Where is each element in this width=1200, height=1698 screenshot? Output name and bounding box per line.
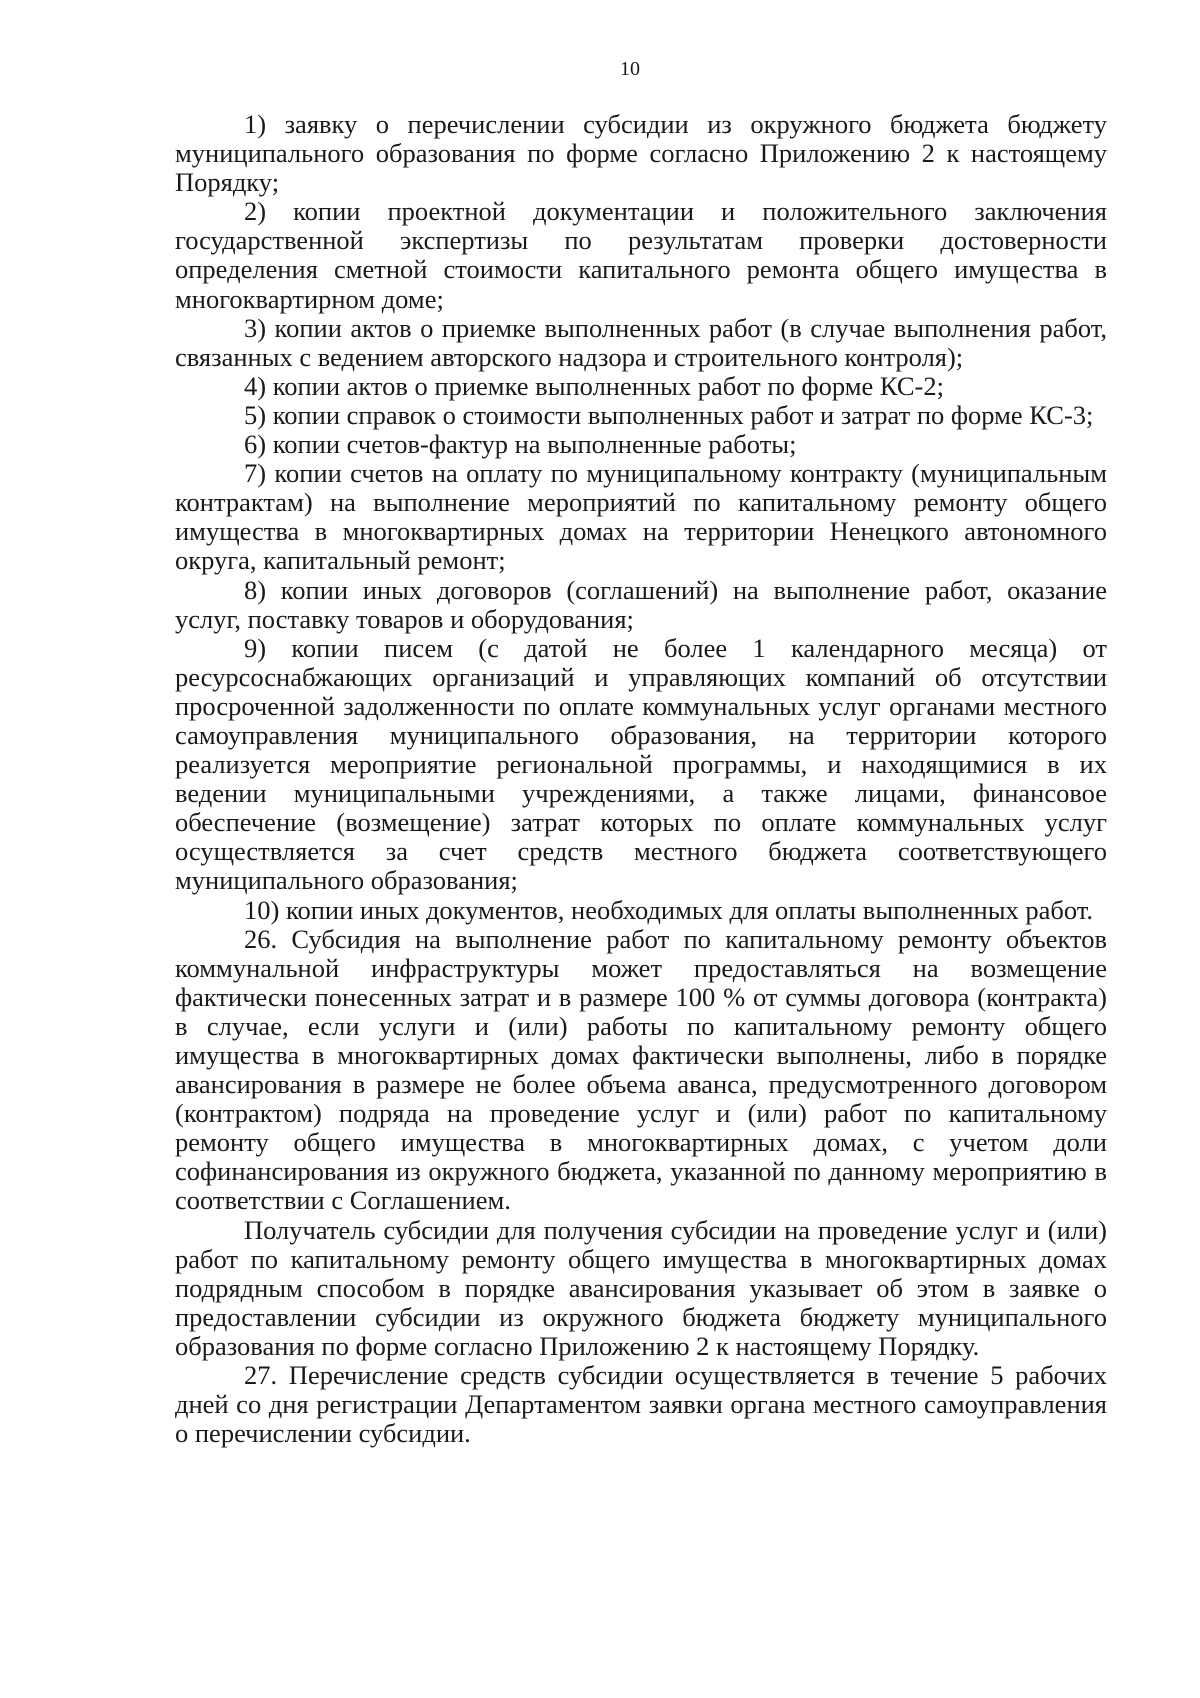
list-item-3: 3) копии актов о приемке выполненных работ (в случае выполнения работ, связанных с ведением авторского надзора и строительного контроля); — [175, 312, 1107, 372]
list-item-2: 2) копии проектной документации и положительного заключения государственной экспертизы по результатам проверки достоверности определения сметной стоимости капитального ремонта общего имущества в многоквартирном доме; — [175, 196, 1107, 314]
list-item-6: 6) копии счетов-фактур на выполненные работы; — [244, 429, 797, 460]
list-item-7: 7) копии счетов на оплату по муниципальному контракту (муниципальным контрактам) на выполнение мероприятий по капитальному ремонту общего имущества в многоквартирных домах на территории Ненецкого автономного округа, капитальный ремонт; — [175, 458, 1107, 576]
list-item-5: 5) копии справок о стоимости выполненных работ и затрат по форме КС-3; — [244, 399, 1094, 430]
page-number: 10 — [620, 58, 640, 80]
clause-27: 27. Перечисление средств субсидии осуществляется в течение 5 рабочих дней со дня регистрации Департаментом заявки органа местного самоуправления о перечислении субсидии. — [175, 1360, 1107, 1449]
clause-26-recipient-paragraph: Получатель субсидии для получения субсидии на проведение услуг и (или) работ по капитальному ремонту общего имущества в многоквартирных домах подрядным способом в порядке авансирования указывает об этом в заявке о предоставлении субсидии из окружного бюджета бюджету муниципального образования по форме согласно Приложению 2 к настоящему Порядку. — [175, 1214, 1107, 1361]
list-item-4: 4) копии актов о приемке выполненных работ по форме КС-2; — [244, 370, 944, 401]
list-item-10: 10) копии иных документов, необходимых для оплаты выполненных работ. — [244, 894, 1094, 925]
list-item-9: 9) копии писем (с датой не более 1 календарного месяца) от ресурсоснабжающих организаций и управляющих компаний об отсутствии просроченной задолженности по оплате коммунальных услуг органами местного самоуправления муниципального образования, на территории которого реализуется мероприятие региональной программы, и находящимися в их ведении муниципальными учреждениями, а также лицами, финансовое обеспечение (возмещение) затрат которых по оплате коммунальных услуг осуществляется за счет средств местного бюджета соответствующего муниципального образования; — [175, 632, 1107, 896]
list-item-1: 1) заявку о перечислении субсидии из окружного бюджета бюджету муниципального образования по форме согласно Приложению 2 к настоящему Порядку; — [175, 109, 1107, 198]
document-body — [175, 110, 1107, 1448]
clause-26: 26. Субсидия на выполнение работ по капитальному ремонту объектов коммунальной инфраструктуры может предоставляться на возмещение фактически понесенных затрат и в размере 100 % от суммы договора (контракта) в случае, если услуги и (или) работы по капитальному ремонту общего имущества в многоквартирных домах фактически выполнены, либо в порядке авансирования в размере не более объема аванса, предусмотренного договором (контрактом) подряда на проведение услуг и (или) работ по капитальному ремонту общего имущества в многоквартирных домах, с учетом доли софинансирования из окружного бюджета, указанной по данному мероприятию в соответствии с Соглашением. — [175, 923, 1107, 1216]
list-item-8: 8) копии иных договоров (соглашений) на выполнение работ, оказание услуг, поставку товаров и оборудования; — [175, 574, 1107, 634]
